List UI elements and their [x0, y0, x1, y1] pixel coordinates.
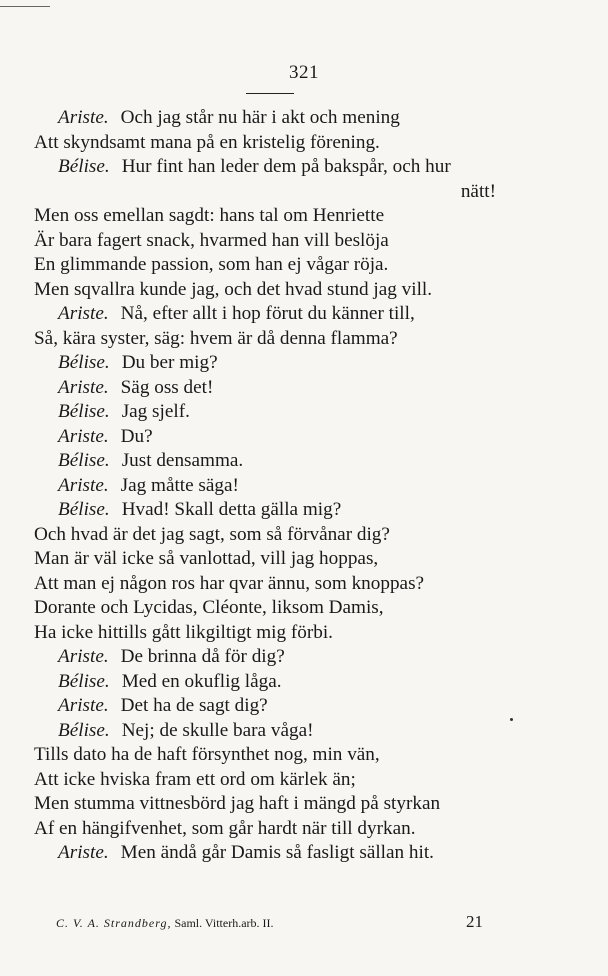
line-text: Jag måtte säga!: [120, 474, 239, 496]
speaker-name: Ariste.: [58, 107, 109, 128]
verse-line: [0, 474, 608, 499]
verse-line: [0, 425, 608, 450]
line-text: Så, kära syster, säg: hvem är då denna flamma?: [34, 327, 398, 349]
verse-line: [0, 449, 608, 474]
line-text: Men ändå går Damis så fasligt sällan hit.: [120, 842, 434, 863]
verse-line: [0, 253, 608, 278]
line-text: Men stumma vittnesbörd jag haft i mängd på styrkan: [34, 793, 441, 814]
verse-line: [0, 229, 608, 254]
line-text: Man är väl icke så vanlottad, vill jag hoppas,: [34, 548, 379, 569]
line-text: Dorante och Lycidas, Cléonte, liksom Damis,: [34, 597, 384, 618]
verse-line: [0, 327, 608, 352]
verse-text: [0, 106, 608, 866]
line-text: Hur fint han leder dem på bakspår, och hur: [121, 156, 451, 177]
verse-line: [0, 106, 608, 131]
line-text: Nå, efter allt i hop förut du känner till,: [120, 303, 415, 324]
verse-line: [0, 400, 608, 425]
page-number: 321: [289, 62, 319, 83]
line-text: De brinna då för dig?: [120, 646, 285, 667]
verse-line: [0, 792, 608, 817]
speaker-name: Bélise.: [58, 352, 110, 373]
speaker-name: Ariste.: [58, 376, 109, 398]
verse-line: [0, 155, 608, 180]
speaker-name: Ariste.: [58, 303, 109, 324]
speaker-name: Bélise.: [58, 450, 110, 471]
verse-line: [0, 694, 608, 719]
verse-line: [0, 523, 608, 548]
speaker-name: Bélise.: [58, 719, 110, 741]
footer-work: Saml. Vitterh.arb. II.: [174, 916, 274, 930]
verse-line: [0, 204, 608, 229]
verse-line: [0, 547, 608, 572]
page-number-rule: [246, 93, 294, 94]
line-text: Men oss emellan sagdt: hans tal om Henriette: [34, 205, 385, 226]
verse-line: [0, 596, 608, 621]
footer: [56, 916, 486, 931]
line-text: Hvad! Skall detta gälla mig?: [121, 499, 342, 520]
verse-line: [0, 351, 608, 376]
line-text: Det ha de sagt dig?: [120, 695, 268, 716]
line-text: Tills dato ha de haft försynthet nog, min vän,: [34, 744, 380, 765]
line-text: Du?: [120, 425, 153, 447]
line-text: Och jag står nu här i akt och mening: [120, 107, 400, 128]
verse-line: [0, 302, 608, 327]
speaker-name: Ariste.: [58, 646, 109, 667]
footer-author: C. V. A. Strandberg,: [56, 916, 172, 930]
verse-line: [0, 719, 608, 744]
speaker-name: Ariste.: [58, 842, 109, 863]
line-text: nätt!: [460, 180, 496, 202]
verse-line: [0, 180, 608, 205]
verse-line: [0, 817, 608, 842]
ink-speck: [510, 718, 513, 721]
verse-line: [0, 645, 608, 670]
line-text: Att skyndsamt mana på en kristelig förening.: [34, 131, 380, 153]
verse-line: [0, 621, 608, 646]
speaker-name: Ariste.: [58, 474, 109, 496]
speaker-name: Bélise.: [58, 401, 110, 422]
speaker-name: Bélise.: [58, 670, 110, 692]
line-text: En glimmande passion, som han ej vågar röja.: [34, 254, 389, 275]
verse-line: [0, 498, 608, 523]
speaker-name: Bélise.: [58, 499, 110, 520]
line-text: Just densamma.: [121, 450, 244, 471]
speaker-name: Ariste.: [58, 425, 109, 447]
line-text: Du ber mig?: [121, 352, 218, 373]
corner-mark: [0, 6, 50, 7]
line-text: Men sqvallra kunde jag, och det hvad stund jag vill.: [34, 278, 433, 300]
line-text: Säg oss det!: [120, 376, 214, 398]
verse-line: [0, 841, 608, 866]
verse-line: [0, 278, 608, 303]
line-text: Att man ej någon ros har qvar ännu, som knoppas?: [34, 572, 425, 594]
line-text: Och hvad är det jag sagt, som så förvånar dig?: [34, 523, 390, 545]
speaker-name: Ariste.: [58, 695, 109, 716]
line-text: Af en hängifvenhet, som går hardt när till dyrkan.: [34, 817, 416, 839]
line-text: Nej; de skulle bara våga!: [121, 719, 314, 741]
verse-line: [0, 670, 608, 695]
line-text: Jag sjelf.: [121, 401, 190, 422]
line-text: Ha icke hittills gått likgiltigt mig förbi.: [34, 621, 333, 643]
verse-line: [0, 768, 608, 793]
line-text: Är bara fagert snack, hvarmed han vill beslöja: [34, 229, 389, 251]
verse-line: [0, 376, 608, 401]
line-text: Med en okuflig låga.: [121, 670, 282, 692]
verse-line: [0, 572, 608, 597]
line-text: Att icke hviska fram ett ord om kärlek än;: [34, 768, 356, 790]
speaker-name: Bélise.: [58, 156, 110, 177]
sheet-number: 21: [466, 912, 483, 931]
verse-line: [0, 743, 608, 768]
verse-line: [0, 131, 608, 156]
